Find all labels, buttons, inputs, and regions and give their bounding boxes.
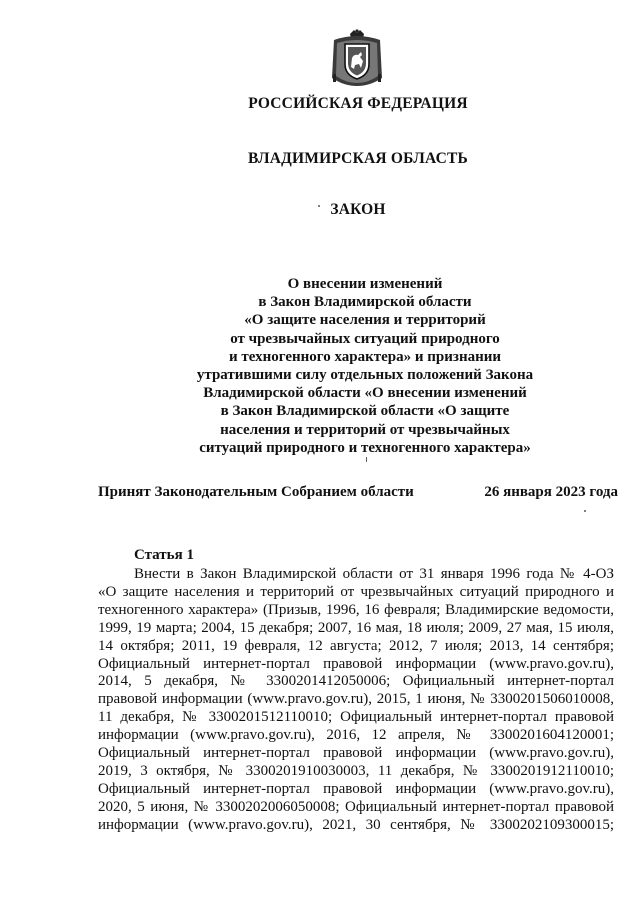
coat-of-arms-icon <box>330 28 384 88</box>
law-title-line: ситуаций природного и техногенного характера» <box>199 439 531 456</box>
article-line: Официальный интернет-портал правовой информации (www.pravo.gov.ru), <box>98 655 614 672</box>
law-title-line: населения и территорий от чрезвычайных <box>220 421 510 438</box>
region-heading: ВЛАДИМИРСКАЯ ОБЛАСТЬ <box>248 150 468 167</box>
law-title-line: в Закон Владимирской области <box>258 294 472 311</box>
scan-speck <box>366 457 367 462</box>
article-line: 2014, 5 декабря, № 3300201412050006; Официальный интернет-портал <box>98 673 614 690</box>
article-line: Официальный интернет-портал правовой информации (www.pravo.gov.ru), <box>98 780 614 797</box>
law-title-line: «О защите населения и территорий <box>244 312 486 329</box>
article-heading: Статья 1 <box>134 547 194 563</box>
law-title-line: утратившими силу отдельных положений Закона <box>196 367 534 384</box>
adoption-body: Принят Законодательным Собранием области <box>98 484 414 500</box>
article-line: 2020, 5 июня, № 3300202006050008; Официальный интернет-портал правовой <box>98 798 614 815</box>
law-title <box>150 275 580 457</box>
law-title-line: О внесении изменений <box>287 276 443 292</box>
adoption-date: 26 января 2023 года <box>484 484 618 500</box>
article-line: Внести в Закон Владимирской области от 31 января 1996 года № 4-ОЗ <box>134 566 614 582</box>
article-line: 1999, 19 марта; 2004, 15 декабря; 2007, 16 мая, 18 июля; 2009, 27 мая, 15 июля, <box>98 619 614 636</box>
article-line: 14 октября; 2011, 19 февраля, 12 августа; 2012, 7 июля; 2013, 14 сентября; <box>98 637 614 654</box>
law-title-line: в Закон Владимирской области «О защите <box>220 403 510 420</box>
article-body <box>98 566 614 835</box>
country-heading: РОССИЙСКАЯ ФЕДЕРАЦИЯ <box>248 95 468 112</box>
article-line: техногенного характера» (Призыв, 1996, 16 февраля; Владимирские ведомости, <box>98 601 614 618</box>
law-title-line: от чрезвычайных ситуаций природного <box>230 330 500 347</box>
law-title-line: и техногенного характера» и признании <box>228 348 502 365</box>
law-title-line: Владимирской области «О внесении изменений <box>203 385 527 402</box>
article-line: Официальный интернет-портал правовой информации (www.pravo.gov.ru), <box>98 745 614 762</box>
adoption-line <box>98 484 618 501</box>
scan-speck <box>318 205 320 207</box>
document-type-heading: ЗАКОН <box>330 201 386 218</box>
article-line: «О защите населения и территорий от чрезвычайных ситуаций природного и <box>98 583 614 600</box>
article-line: информации (www.pravo.gov.ru), 2016, 12 апреля, № 3300201604120001; <box>98 727 614 744</box>
article-line: информации (www.pravo.gov.ru), 2021, 30 сентября, № 3300202109300015; <box>98 816 614 833</box>
article-line: правовой информации (www.pravo.gov.ru), 2015, 1 июня, № 3300201506010008, <box>98 691 614 708</box>
article-line: 11 декабря, № 3300201512110010; Официальный интернет-портал правовой <box>98 709 614 726</box>
scan-speck <box>584 510 586 512</box>
article-line: 2019, 3 октября, № 3300201910030003, 11 декабря, № 3300201912110010; <box>98 762 614 779</box>
